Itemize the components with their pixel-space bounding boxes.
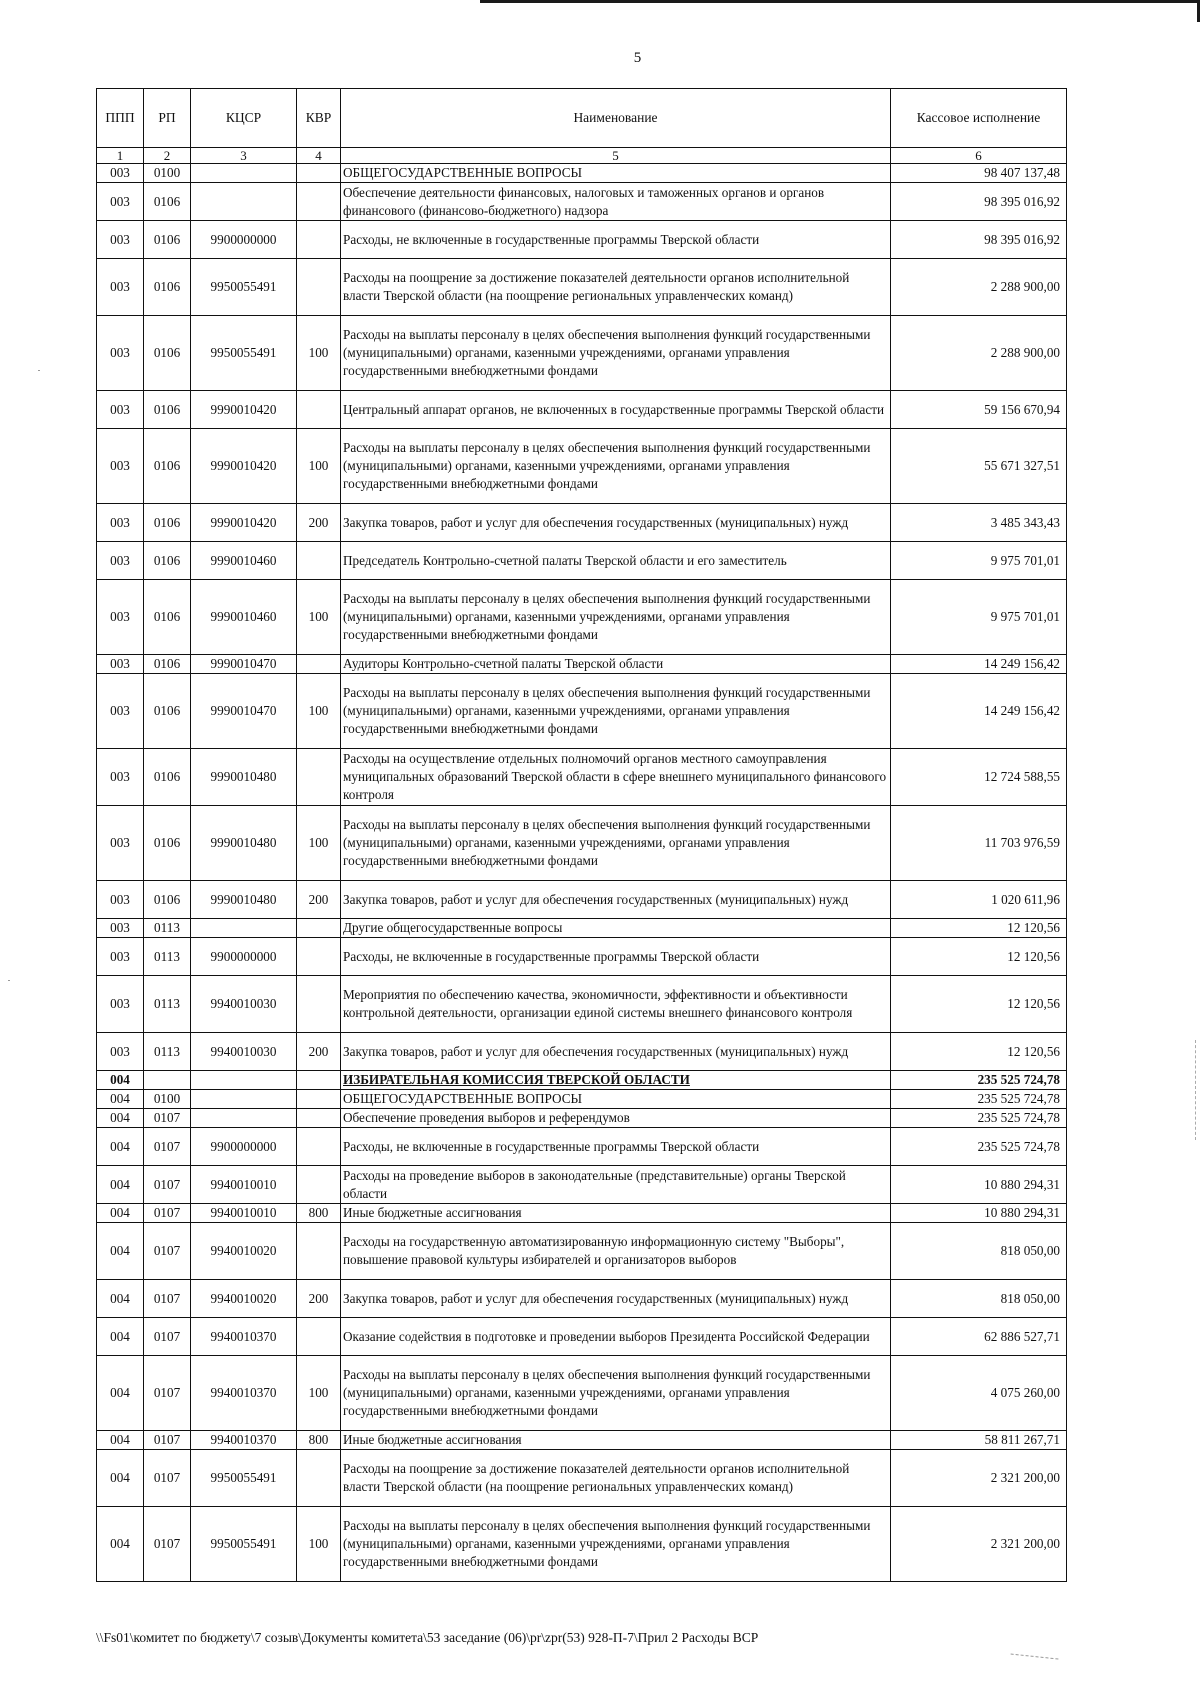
- cell-cash-execution: 9 975 701,01: [891, 542, 1067, 580]
- cell-kvr: [297, 1223, 341, 1280]
- table-row: [97, 259, 1067, 316]
- cell-kcsr: 9990010480: [191, 749, 297, 806]
- cell-ppp: 003: [97, 504, 144, 542]
- cell-rp: 0106: [144, 881, 191, 919]
- cell-kcsr: [191, 1090, 297, 1109]
- cell-kcsr: 9950055491: [191, 259, 297, 316]
- table-row: [97, 806, 1067, 881]
- cell-name: Расходы, не включенные в государственные программы Тверской области: [341, 938, 891, 976]
- cell-kcsr: 9900000000: [191, 221, 297, 259]
- cell-kcsr: [191, 919, 297, 938]
- column-index: 3: [191, 148, 297, 164]
- cell-name: Председатель Контрольно-счетной палаты Тверской области и его заместитель: [341, 542, 891, 580]
- cell-rp: 0106: [144, 655, 191, 674]
- cell-kcsr: 9940010370: [191, 1318, 297, 1356]
- cell-kcsr: 9990010470: [191, 655, 297, 674]
- cell-ppp: 004: [97, 1280, 144, 1318]
- cell-kvr: 100: [297, 316, 341, 391]
- scan-edge-top: [480, 0, 1200, 3]
- cell-rp: 0113: [144, 938, 191, 976]
- cell-rp: 0107: [144, 1507, 191, 1582]
- table-row: [97, 580, 1067, 655]
- cell-cash-execution: 14 249 156,42: [891, 655, 1067, 674]
- cell-kcsr: 9990010470: [191, 674, 297, 749]
- cell-name: Расходы на осуществление отдельных полномочий органов местного самоуправления муниципальных образований Тверской области в сфере внешнего муниципального финансового контроля: [341, 749, 891, 806]
- cell-ppp: 004: [97, 1431, 144, 1450]
- cell-ppp: 003: [97, 164, 144, 183]
- header-kcsr: КЦСР: [191, 89, 297, 148]
- cell-name: Расходы на поощрение за достижение показателей деятельности органов исполнительной власти Тверской области (на поощрение региональных управленческих команд): [341, 259, 891, 316]
- scan-speck: [38, 370, 40, 371]
- cell-name: Расходы на выплаты персоналу в целях обеспечения выполнения функций государственными (муниципальными) органами, казенными учреждениями, органами управления государственными внебюджетными фондами: [341, 1507, 891, 1582]
- header-cash-execution: Кассовое исполнение: [891, 89, 1067, 148]
- cell-cash-execution: 4 075 260,00: [891, 1356, 1067, 1431]
- expenditure-table-container: [96, 88, 1066, 1582]
- handwritten-mark: [1010, 1654, 1059, 1670]
- cell-kvr: [297, 542, 341, 580]
- cell-cash-execution: 98 395 016,92: [891, 221, 1067, 259]
- cell-cash-execution: 12 120,56: [891, 1033, 1067, 1071]
- cell-rp: 0107: [144, 1166, 191, 1204]
- column-index: 5: [341, 148, 891, 164]
- cell-cash-execution: 59 156 670,94: [891, 391, 1067, 429]
- header-ppp: ППП: [97, 89, 144, 148]
- cell-name: Расходы, не включенные в государственные программы Тверской области: [341, 221, 891, 259]
- table-header-row: [97, 89, 1067, 148]
- cell-cash-execution: 98 395 016,92: [891, 183, 1067, 221]
- cell-rp: 0106: [144, 221, 191, 259]
- cell-kcsr: 9950055491: [191, 1507, 297, 1582]
- cell-name: ИЗБИРАТЕЛЬНАЯ КОМИССИЯ ТВЕРСКОЙ ОБЛАСТИ: [341, 1071, 891, 1090]
- cell-name: Расходы на выплаты персоналу в целях обеспечения выполнения функций государственными (муниципальными) органами, казенными учреждениями, органами управления государственными внебюджетными фондами: [341, 580, 891, 655]
- cell-ppp: 003: [97, 655, 144, 674]
- page-number: 5: [633, 50, 642, 66]
- cell-kvr: [297, 1166, 341, 1204]
- table-row: [97, 1356, 1067, 1431]
- table-row: [97, 1166, 1067, 1204]
- cell-ppp: 004: [97, 1450, 144, 1507]
- cell-ppp: 003: [97, 1033, 144, 1071]
- cell-ppp: 003: [97, 542, 144, 580]
- cell-ppp: 004: [97, 1223, 144, 1280]
- cell-kvr: [297, 259, 341, 316]
- cell-name: ОБЩЕГОСУДАРСТВЕННЫЕ ВОПРОСЫ: [341, 1090, 891, 1109]
- cell-name: Закупка товаров, работ и услуг для обеспечения государственных (муниципальных) нужд: [341, 1033, 891, 1071]
- cell-ppp: 003: [97, 316, 144, 391]
- cell-cash-execution: 3 485 343,43: [891, 504, 1067, 542]
- cell-rp: 0100: [144, 1090, 191, 1109]
- table-row: [97, 316, 1067, 391]
- table-body: [97, 164, 1067, 1582]
- table-row: [97, 919, 1067, 938]
- cell-name: Расходы на проведение выборов в законодательные (представительные) органы Тверской области: [341, 1166, 891, 1204]
- cell-kvr: [297, 919, 341, 938]
- cell-cash-execution: 2 321 200,00: [891, 1507, 1067, 1582]
- cell-kcsr: 9940010370: [191, 1356, 297, 1431]
- cell-kcsr: 9990010460: [191, 542, 297, 580]
- table-row: [97, 1280, 1067, 1318]
- table-row: [97, 504, 1067, 542]
- table-row: [97, 1109, 1067, 1128]
- cell-rp: 0106: [144, 391, 191, 429]
- cell-kvr: [297, 1109, 341, 1128]
- table-row: [97, 1090, 1067, 1109]
- cell-kvr: 100: [297, 1356, 341, 1431]
- column-index: 2: [144, 148, 191, 164]
- cell-name: Мероприятия по обеспечению качества, экономичности, эффективности и объективности контрольной деятельности, организации единой системы внешнего финансового контроля: [341, 976, 891, 1033]
- table-row: [97, 1204, 1067, 1223]
- cell-cash-execution: 12 120,56: [891, 976, 1067, 1033]
- cell-ppp: 003: [97, 938, 144, 976]
- cell-name: Расходы на выплаты персоналу в целях обеспечения выполнения функций государственными (муниципальными) органами, казенными учреждениями, органами управления государственными внебюджетными фондами: [341, 316, 891, 391]
- table-row: [97, 1223, 1067, 1280]
- table-row: [97, 429, 1067, 504]
- cell-kcsr: 9940010010: [191, 1166, 297, 1204]
- table-row: [97, 221, 1067, 259]
- cell-ppp: 004: [97, 1507, 144, 1582]
- cell-cash-execution: 10 880 294,31: [891, 1166, 1067, 1204]
- table-row: [97, 938, 1067, 976]
- cell-kcsr: [191, 1109, 297, 1128]
- cell-kcsr: 9940010010: [191, 1204, 297, 1223]
- cell-name: Расходы на выплаты персоналу в целях обеспечения выполнения функций государственными (муниципальными) органами, казенными учреждениями, органами управления государственными внебюджетными фондами: [341, 429, 891, 504]
- cell-cash-execution: 62 886 527,71: [891, 1318, 1067, 1356]
- cell-rp: 0113: [144, 1033, 191, 1071]
- cell-kcsr: 9990010420: [191, 429, 297, 504]
- cell-ppp: 004: [97, 1318, 144, 1356]
- cell-kvr: [297, 221, 341, 259]
- cell-ppp: 004: [97, 1166, 144, 1204]
- cell-name: Расходы на выплаты персоналу в целях обеспечения выполнения функций государственными (муниципальными) органами, казенными учреждениями, органами управления государственными внебюджетными фондами: [341, 1356, 891, 1431]
- cell-name: Обеспечение проведения выборов и референдумов: [341, 1109, 891, 1128]
- cell-kcsr: 9990010420: [191, 391, 297, 429]
- cell-ppp: 003: [97, 580, 144, 655]
- cell-cash-execution: 55 671 327,51: [891, 429, 1067, 504]
- cell-kvr: [297, 164, 341, 183]
- cell-ppp: 004: [97, 1356, 144, 1431]
- cell-kcsr: [191, 164, 297, 183]
- cell-cash-execution: 1 020 611,96: [891, 881, 1067, 919]
- cell-ppp: 004: [97, 1128, 144, 1166]
- cell-name: Иные бюджетные ассигнования: [341, 1431, 891, 1450]
- cell-rp: 0107: [144, 1356, 191, 1431]
- cell-cash-execution: 235 525 724,78: [891, 1071, 1067, 1090]
- cell-name: Аудиторы Контрольно-счетной палаты Тверской области: [341, 655, 891, 674]
- cell-kvr: [297, 655, 341, 674]
- cell-kvr: 200: [297, 881, 341, 919]
- table-row: [97, 1033, 1067, 1071]
- cell-rp: 0106: [144, 259, 191, 316]
- table-row: [97, 542, 1067, 580]
- cell-ppp: 003: [97, 221, 144, 259]
- cell-kcsr: 9940010020: [191, 1223, 297, 1280]
- cell-name: Оказание содействия в подготовке и проведении выборов Президента Российской Федерации: [341, 1318, 891, 1356]
- cell-cash-execution: 14 249 156,42: [891, 674, 1067, 749]
- cell-name: Закупка товаров, работ и услуг для обеспечения государственных (муниципальных) нужд: [341, 504, 891, 542]
- cell-name: Закупка товаров, работ и услуг для обеспечения государственных (муниципальных) нужд: [341, 881, 891, 919]
- cell-rp: 0106: [144, 749, 191, 806]
- cell-kvr: [297, 976, 341, 1033]
- cell-cash-execution: 2 288 900,00: [891, 316, 1067, 391]
- cell-kcsr: 9950055491: [191, 1450, 297, 1507]
- cell-cash-execution: 818 050,00: [891, 1280, 1067, 1318]
- cell-kcsr: 9950055491: [191, 316, 297, 391]
- table-row: [97, 881, 1067, 919]
- table-row: [97, 976, 1067, 1033]
- cell-kvr: 100: [297, 429, 341, 504]
- table-row: [97, 183, 1067, 221]
- cell-cash-execution: 235 525 724,78: [891, 1090, 1067, 1109]
- cell-cash-execution: 58 811 267,71: [891, 1431, 1067, 1450]
- table-row: [97, 655, 1067, 674]
- cell-kcsr: 9900000000: [191, 938, 297, 976]
- cell-kvr: [297, 749, 341, 806]
- column-index: 6: [891, 148, 1067, 164]
- cell-kvr: 200: [297, 1280, 341, 1318]
- cell-rp: 0106: [144, 580, 191, 655]
- cell-name: Расходы на государственную автоматизированную информационную систему "Выборы", повышение правовой культуры избирателей и организаторов выборов: [341, 1223, 891, 1280]
- cell-rp: 0113: [144, 919, 191, 938]
- cell-ppp: 003: [97, 881, 144, 919]
- cell-kvr: 100: [297, 674, 341, 749]
- cell-rp: 0106: [144, 674, 191, 749]
- cell-cash-execution: 11 703 976,59: [891, 806, 1067, 881]
- cell-cash-execution: 235 525 724,78: [891, 1109, 1067, 1128]
- cell-cash-execution: 12 120,56: [891, 919, 1067, 938]
- cell-kvr: 800: [297, 1204, 341, 1223]
- cell-rp: 0106: [144, 504, 191, 542]
- cell-ppp: 003: [97, 183, 144, 221]
- cell-kvr: 200: [297, 504, 341, 542]
- cell-rp: 0106: [144, 542, 191, 580]
- cell-kvr: 100: [297, 580, 341, 655]
- cell-ppp: 004: [97, 1090, 144, 1109]
- column-index: 4: [297, 148, 341, 164]
- table-row: [97, 1507, 1067, 1582]
- column-index-row: [97, 148, 1067, 164]
- table-row: [97, 1431, 1067, 1450]
- cell-kvr: [297, 1128, 341, 1166]
- cell-kvr: [297, 938, 341, 976]
- header-rp: РП: [144, 89, 191, 148]
- cell-ppp: 004: [97, 1204, 144, 1223]
- cell-rp: 0106: [144, 316, 191, 391]
- column-index: 1: [97, 148, 144, 164]
- cell-kcsr: 9940010030: [191, 1033, 297, 1071]
- cell-cash-execution: 98 407 137,48: [891, 164, 1067, 183]
- cell-kvr: [297, 1090, 341, 1109]
- cell-cash-execution: 12 724 588,55: [891, 749, 1067, 806]
- cell-name: Обеспечение деятельности финансовых, налоговых и таможенных органов и органов финансового (финансово-бюджетного) надзора: [341, 183, 891, 221]
- cell-ppp: 003: [97, 391, 144, 429]
- cell-rp: 0106: [144, 183, 191, 221]
- cell-kcsr: 9940010020: [191, 1280, 297, 1318]
- cell-rp: 0113: [144, 976, 191, 1033]
- table-row: [97, 749, 1067, 806]
- scan-margin-marks: [1194, 1040, 1196, 1140]
- cell-rp: 0107: [144, 1431, 191, 1450]
- cell-kcsr: 9990010460: [191, 580, 297, 655]
- header-kvr: КВР: [297, 89, 341, 148]
- cell-kcsr: 9990010480: [191, 881, 297, 919]
- cell-kvr: [297, 391, 341, 429]
- cell-rp: 0100: [144, 164, 191, 183]
- cell-name: Расходы, не включенные в государственные программы Тверской области: [341, 1128, 891, 1166]
- cell-rp: 0107: [144, 1318, 191, 1356]
- cell-rp: [144, 1071, 191, 1090]
- cell-rp: 0107: [144, 1109, 191, 1128]
- table-row: [97, 1318, 1067, 1356]
- cell-ppp: 003: [97, 259, 144, 316]
- header-name: Наименование: [341, 89, 891, 148]
- cell-name: Расходы на выплаты персоналу в целях обеспечения выполнения функций государственными (муниципальными) органами, казенными учреждениями, органами управления государственными внебюджетными фондами: [341, 674, 891, 749]
- cell-ppp: 003: [97, 919, 144, 938]
- table-row: [97, 674, 1067, 749]
- cell-rp: 0107: [144, 1280, 191, 1318]
- cell-rp: 0106: [144, 429, 191, 504]
- cell-name: ОБЩЕГОСУДАРСТВЕННЫЕ ВОПРОСЫ: [341, 164, 891, 183]
- table-row: [97, 1128, 1067, 1166]
- table-row: [97, 1071, 1067, 1090]
- cell-ppp: 003: [97, 749, 144, 806]
- cell-kvr: [297, 1318, 341, 1356]
- cell-ppp: 004: [97, 1071, 144, 1090]
- expenditure-table: [96, 88, 1067, 1582]
- cell-ppp: 003: [97, 674, 144, 749]
- cell-rp: 0106: [144, 806, 191, 881]
- cell-kcsr: 9940010370: [191, 1431, 297, 1450]
- cell-kvr: [297, 183, 341, 221]
- cell-cash-execution: 12 120,56: [891, 938, 1067, 976]
- cell-kcsr: 9900000000: [191, 1128, 297, 1166]
- cell-name: Иные бюджетные ассигнования: [341, 1204, 891, 1223]
- cell-kcsr: [191, 1071, 297, 1090]
- cell-cash-execution: 818 050,00: [891, 1223, 1067, 1280]
- cell-name: Закупка товаров, работ и услуг для обеспечения государственных (муниципальных) нужд: [341, 1280, 891, 1318]
- cell-ppp: 003: [97, 429, 144, 504]
- cell-cash-execution: 10 880 294,31: [891, 1204, 1067, 1223]
- cell-kvr: 100: [297, 806, 341, 881]
- cell-kvr: [297, 1071, 341, 1090]
- table-row: [97, 164, 1067, 183]
- cell-kcsr: 9990010480: [191, 806, 297, 881]
- cell-cash-execution: 2 288 900,00: [891, 259, 1067, 316]
- cell-name: Центральный аппарат органов, не включенных в государственные программы Тверской области: [341, 391, 891, 429]
- cell-cash-execution: 9 975 701,01: [891, 580, 1067, 655]
- cell-kcsr: [191, 183, 297, 221]
- cell-kvr: 200: [297, 1033, 341, 1071]
- cell-rp: 0107: [144, 1450, 191, 1507]
- cell-kvr: 100: [297, 1507, 341, 1582]
- cell-name: Расходы на выплаты персоналу в целях обеспечения выполнения функций государственными (муниципальными) органами, казенными учреждениями, органами управления государственными внебюджетными фондами: [341, 806, 891, 881]
- cell-kcsr: 9940010030: [191, 976, 297, 1033]
- cell-cash-execution: 2 321 200,00: [891, 1450, 1067, 1507]
- cell-kcsr: 9990010420: [191, 504, 297, 542]
- cell-name: Расходы на поощрение за достижение показателей деятельности органов исполнительной власти Тверской области (на поощрение региональных управленческих команд): [341, 1450, 891, 1507]
- table-row: [97, 1450, 1067, 1507]
- scan-speck: [8, 980, 10, 981]
- cell-rp: 0107: [144, 1128, 191, 1166]
- cell-rp: 0107: [144, 1204, 191, 1223]
- cell-kvr: [297, 1450, 341, 1507]
- table-row: [97, 391, 1067, 429]
- cell-name: Другие общегосударственные вопросы: [341, 919, 891, 938]
- cell-kvr: 800: [297, 1431, 341, 1450]
- cell-ppp: 003: [97, 806, 144, 881]
- cell-ppp: 003: [97, 976, 144, 1033]
- file-path-footer: \\Fs01\комитет по бюджету\7 созыв\Документы комитета\53 заседание (06)\pr\zpr(53) 928-П-7\Прил 2 Расходы ВСР: [96, 1630, 759, 1645]
- cell-ppp: 004: [97, 1109, 144, 1128]
- cell-cash-execution: 235 525 724,78: [891, 1128, 1067, 1166]
- cell-rp: 0107: [144, 1223, 191, 1280]
